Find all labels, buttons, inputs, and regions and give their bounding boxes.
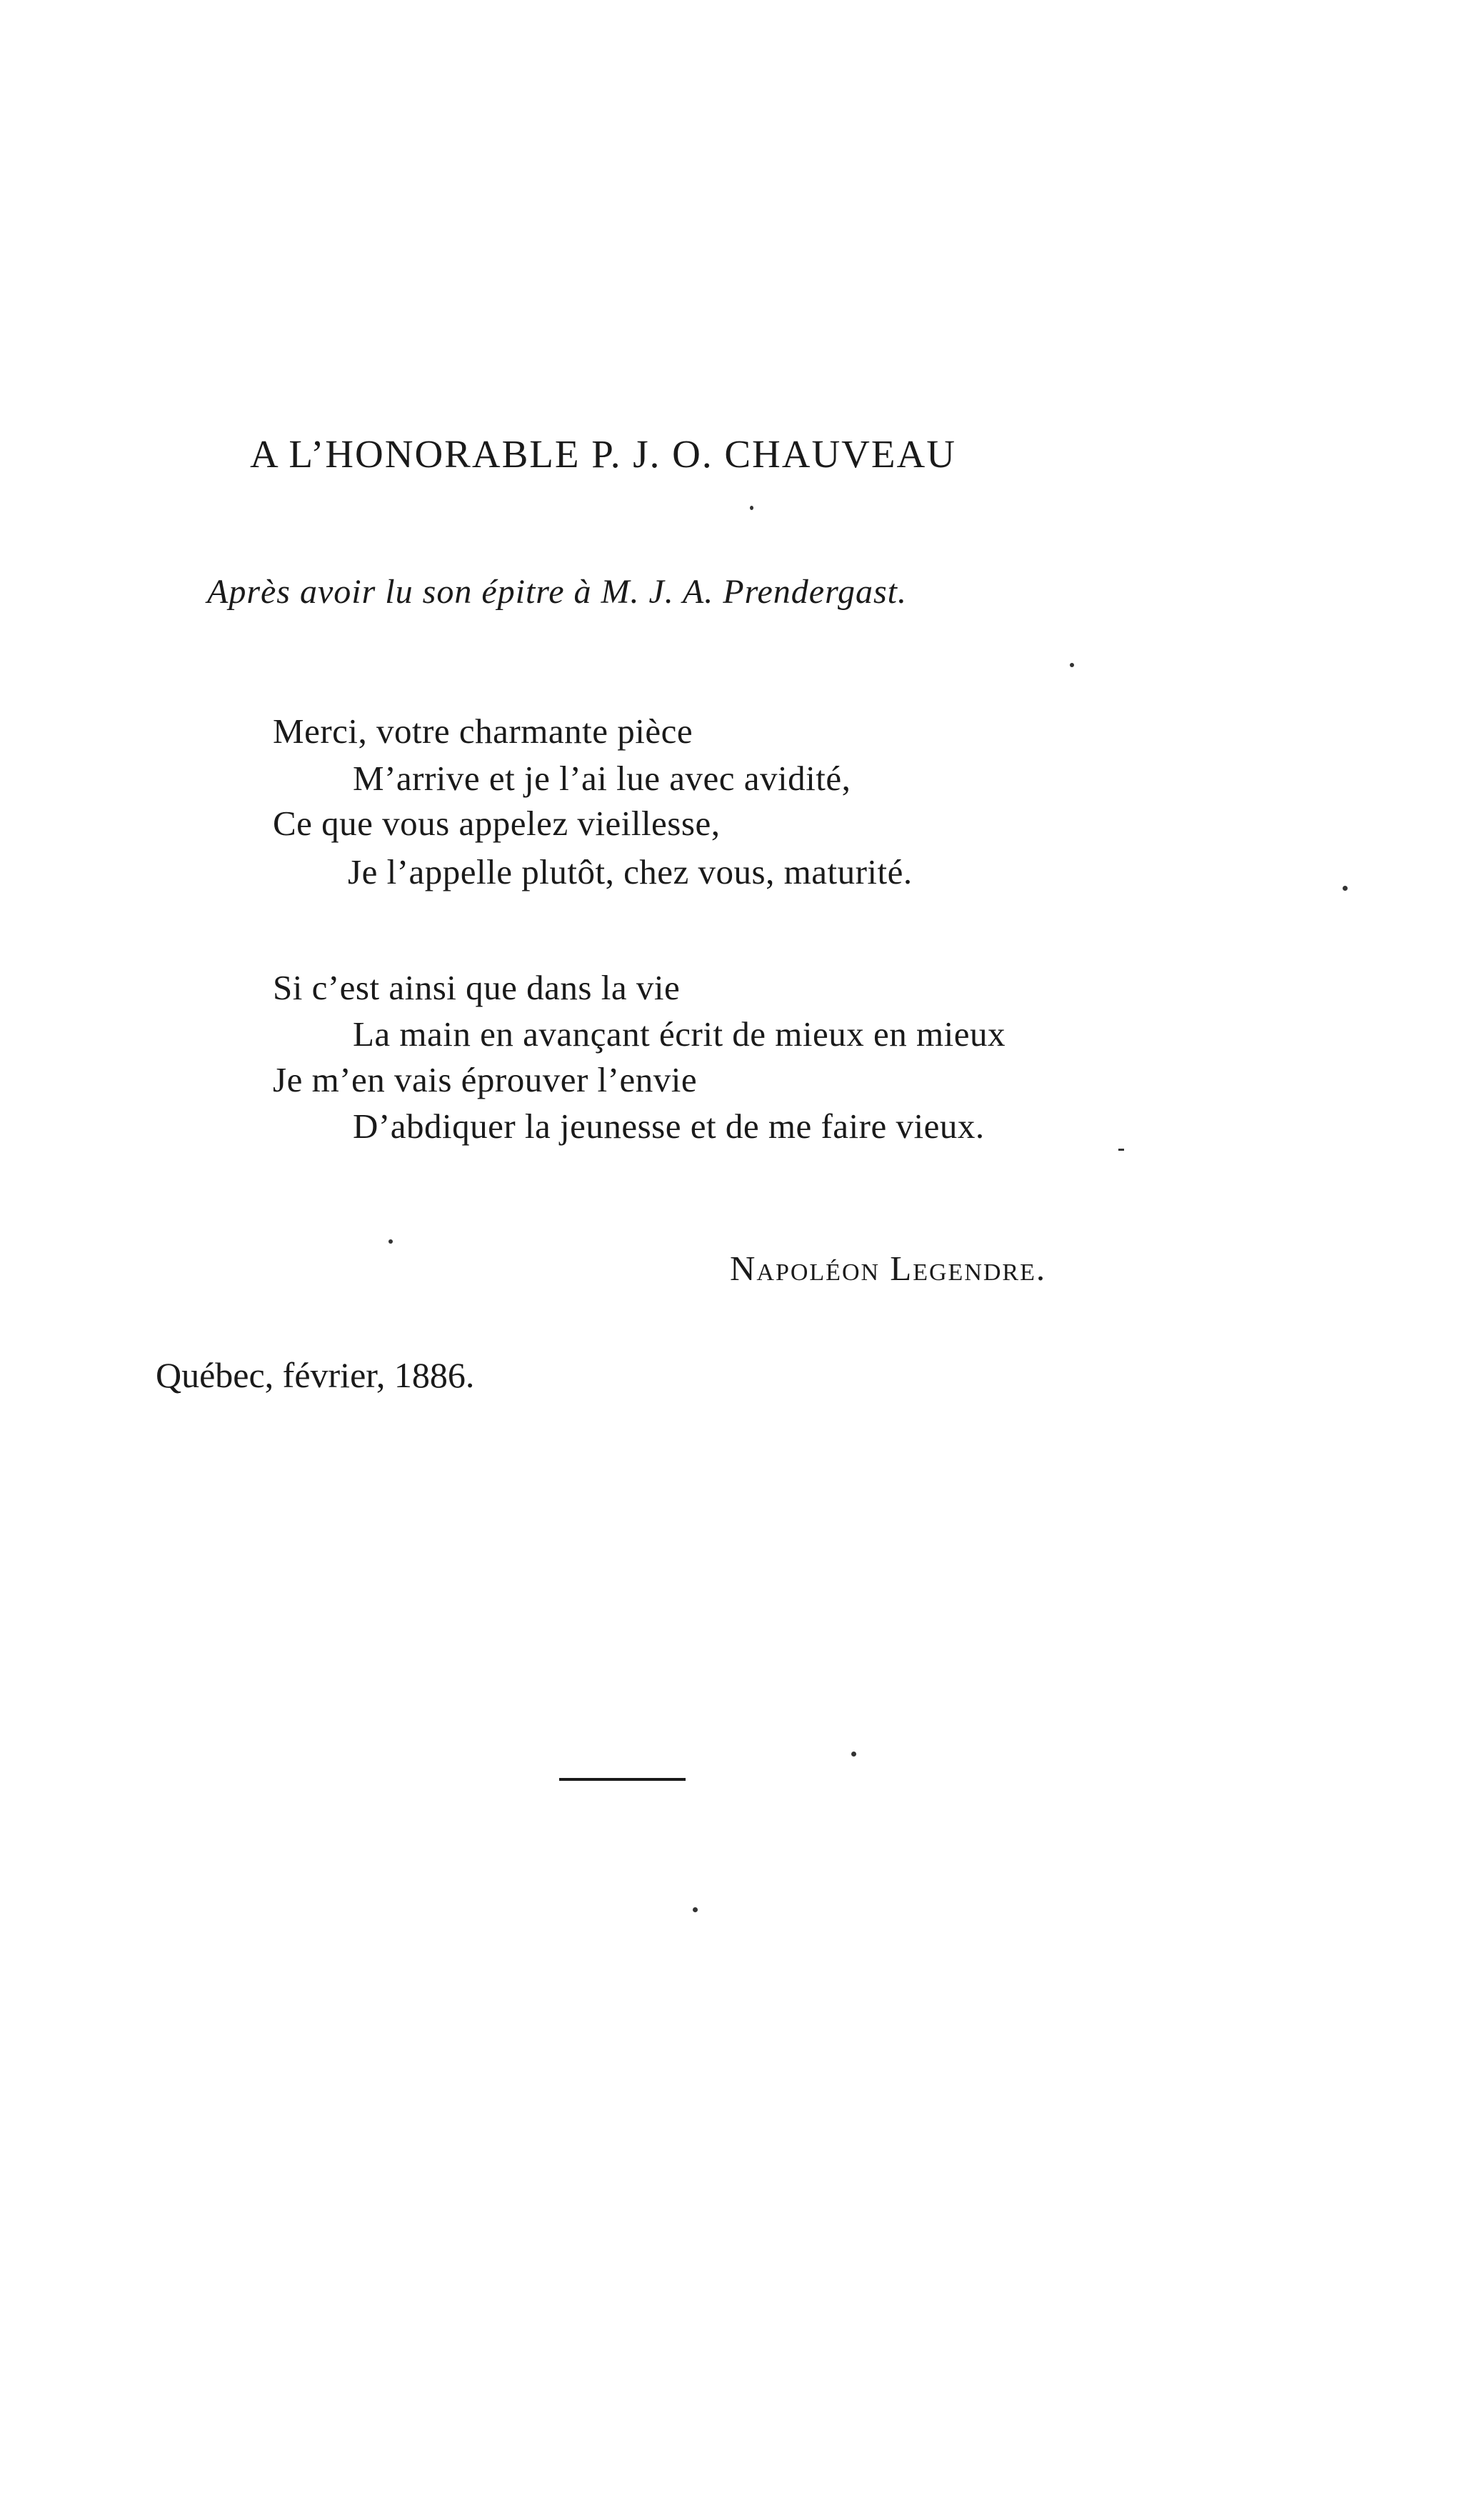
verse-line: Je m’en vais éprouver l’envie bbox=[273, 1060, 698, 1099]
verse-line: D’abdiquer la jeunesse et de me faire vieux. bbox=[353, 1106, 985, 1146]
print-speck bbox=[388, 1239, 393, 1244]
verse-line: Si c’est ainsi que dans la vie bbox=[273, 968, 681, 1007]
print-speck bbox=[750, 506, 753, 510]
print-speck bbox=[851, 1752, 856, 1757]
print-speck bbox=[1343, 886, 1348, 891]
verse-line: Ce que vous appelez vieillesse, bbox=[273, 804, 721, 843]
print-speck bbox=[1070, 663, 1074, 667]
dateline: Québec, février, 1886. bbox=[156, 1355, 475, 1395]
horizontal-rule bbox=[559, 1778, 686, 1781]
verse-line: Merci, votre charmante pièce bbox=[273, 711, 693, 751]
verse-line: Je l’appelle plutôt, chez vous, maturité. bbox=[348, 852, 913, 891]
verse-line: La main en avançant écrit de mieux en mieux bbox=[353, 1014, 1006, 1054]
poem-dedication: Après avoir lu son épitre à M. J. A. Prendergast. bbox=[207, 573, 907, 611]
verse-line: M’arrive et je l’ai lue avec avidité, bbox=[353, 759, 851, 798]
print-speck bbox=[693, 1907, 698, 1912]
print-speck bbox=[1118, 1149, 1124, 1151]
poem-title: A L’HONORABLE P. J. O. CHAUVEAU bbox=[250, 432, 956, 476]
author-signature: Napoléon Legendre. bbox=[730, 1249, 1047, 1288]
